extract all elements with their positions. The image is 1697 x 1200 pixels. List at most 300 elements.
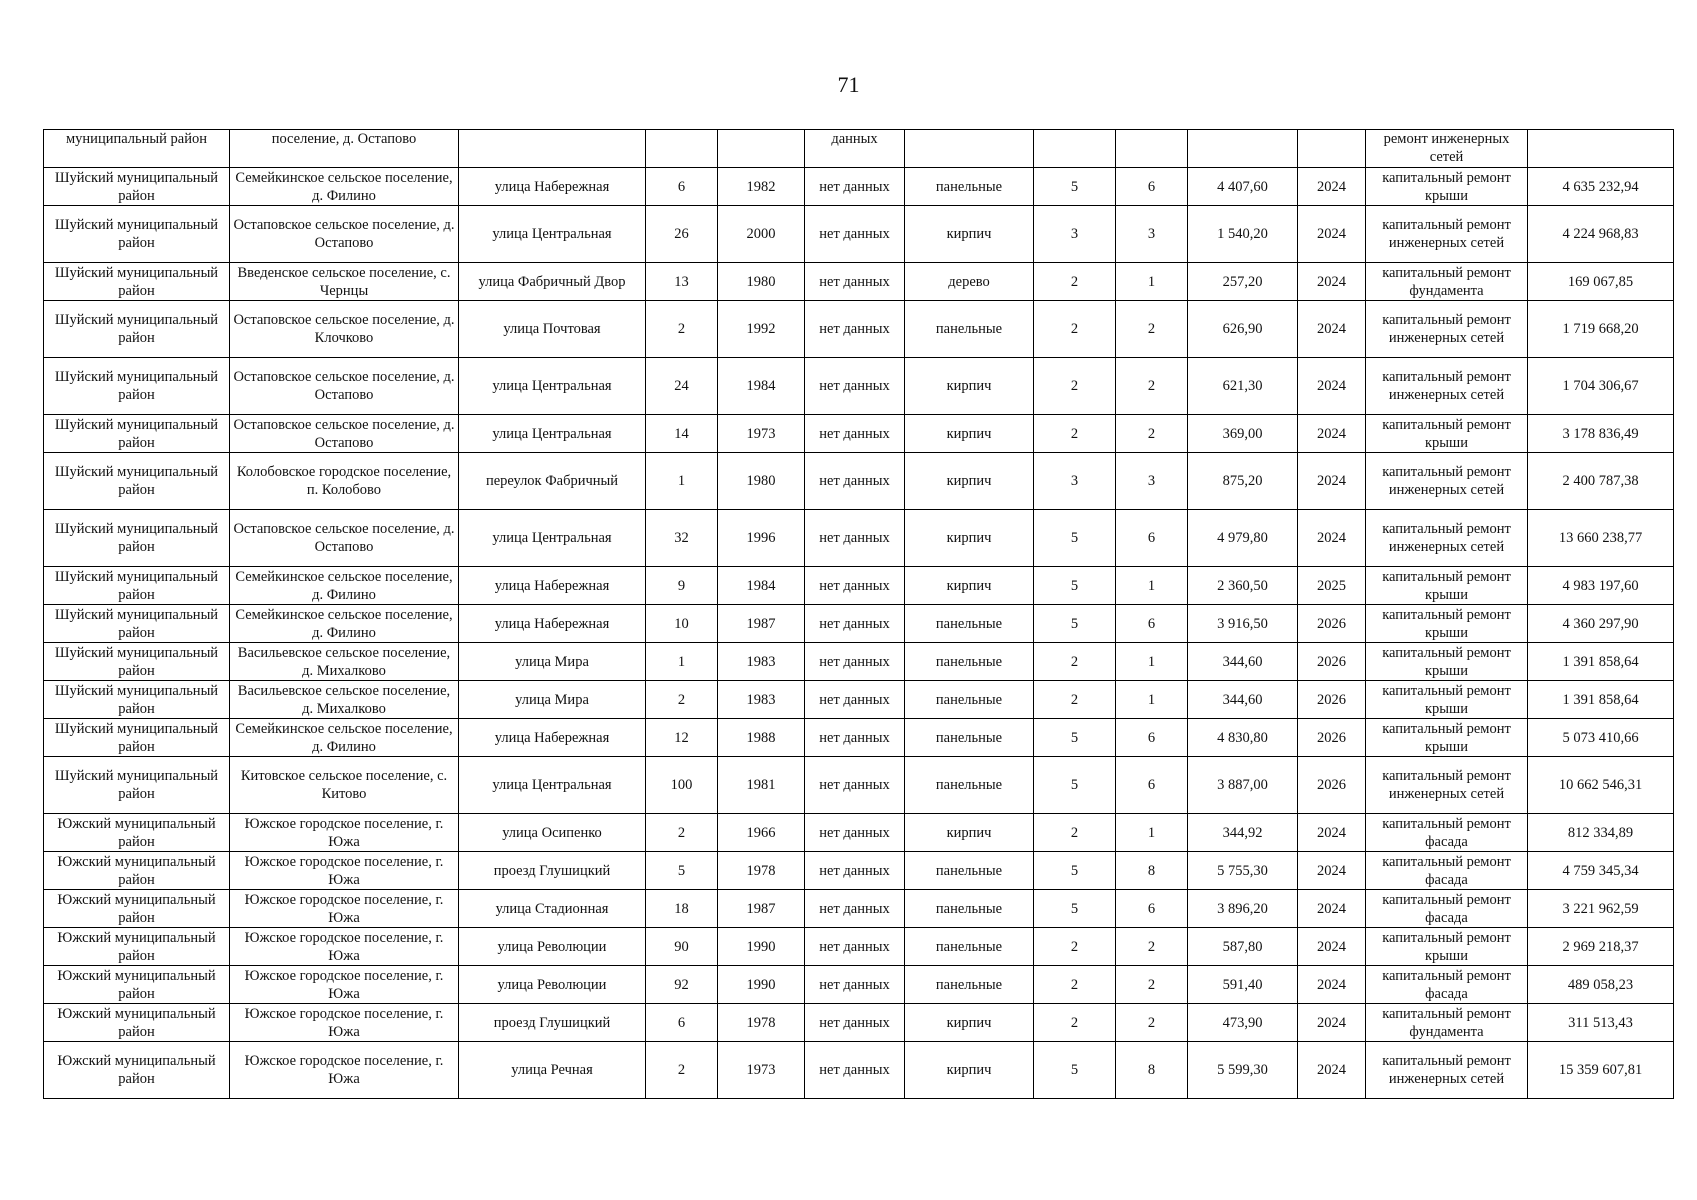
district-cell [44,1042,230,1099]
status-cell-text: нет данных [819,824,890,841]
table-row [44,1042,1674,1099]
area-cell [1188,890,1298,928]
cost-cell-text: 13 660 238,77 [1558,530,1643,546]
settlement-cell-text: Южское городское поселение, г. Южа [244,891,444,926]
build-year-cell [718,852,805,890]
street-cell-text: улица Центральная [492,777,612,793]
cost-cell [1528,852,1674,890]
page-number: 71 [837,72,860,97]
house-number-cell-text: 10 [674,615,689,632]
house-number-cell [646,130,718,168]
table-row [44,681,1674,719]
wall-material-cell-text: панельные [935,321,1003,337]
entrances-cell [1116,681,1188,719]
area-cell-text: 587,80 [1222,938,1263,955]
entrances-cell [1116,301,1188,358]
cost-cell-text: 3 221 962,59 [1562,900,1639,917]
cost-cell-text: 4 224 968,83 [1562,226,1639,242]
status-cell-text: нет данных [819,653,890,670]
floors-cell-text: 5 [1070,178,1079,195]
table-row [44,1004,1674,1042]
work-type-cell-text: капитальный ремонт фасада [1382,853,1511,888]
cost-cell-text: 1 719 668,20 [1562,321,1639,337]
floors-cell-text: 5 [1070,577,1079,594]
plan-year-cell [1298,757,1366,814]
table-row [44,966,1674,1004]
settlement-cell [230,928,459,966]
street-cell-text: улица Стадионная [495,900,609,917]
floors-cell-text: 5 [1070,729,1079,746]
settlement-cell [230,415,459,453]
house-number-cell [646,1042,718,1099]
settlement-cell [230,757,459,814]
house-number-cell-text: 90 [674,938,689,955]
plan-year-cell [1298,643,1366,681]
wall-material-cell [905,301,1034,358]
street-cell [459,301,646,358]
status-cell-text: нет данных [819,1062,890,1078]
work-type-cell-text: капитальный ремонт фундамента [1382,1005,1511,1040]
plan-year-cell [1298,263,1366,301]
build-year-cell-text: 1983 [746,691,776,708]
entrances-cell-text: 8 [1147,1062,1156,1078]
street-cell [459,415,646,453]
floors-cell-text: 2 [1070,273,1079,290]
district-cell-text: Шуйский муниципальный район [54,369,219,403]
district-cell [44,1004,230,1042]
settlement-cell [230,168,459,206]
house-number-cell [646,719,718,757]
house-number-cell [646,510,718,567]
work-type-cell [1366,966,1528,1004]
house-number-cell [646,567,718,605]
plan-year-cell-text: 2024 [1317,824,1346,841]
build-year-cell [718,719,805,757]
build-year-cell [718,206,805,263]
settlement-cell-text: Южское городское поселение, г. Южа [244,967,444,1002]
build-year-cell [718,1042,805,1099]
plan-year-cell [1298,814,1366,852]
area-cell-text: 621,30 [1222,378,1263,394]
entrances-cell-text: 1 [1147,824,1156,841]
cost-cell-text: 2 969 218,37 [1562,938,1639,955]
house-number-cell-text: 5 [677,862,686,879]
status-cell [805,1042,905,1099]
plan-year-cell [1298,681,1366,719]
cost-cell [1528,1042,1674,1099]
cost-cell-text: 1 391 858,64 [1562,653,1639,670]
work-type-cell [1366,263,1528,301]
work-type-cell [1366,814,1528,852]
status-cell-text: нет данных [819,178,890,195]
district-cell-text: Шуйский муниципальный район [54,644,219,679]
floors-cell-text: 2 [1070,824,1079,841]
build-year-cell [718,605,805,643]
district-cell [44,206,230,263]
plan-year-cell-text: 2024 [1317,178,1346,195]
work-type-cell [1366,1004,1528,1042]
entrances-cell [1116,928,1188,966]
street-cell [459,453,646,510]
settlement-cell [230,966,459,1004]
status-cell [805,510,905,567]
status-cell [805,719,905,757]
table-row [44,263,1674,301]
status-cell-text: нет данных [819,938,890,955]
settlement-cell-text: Остаповское сельское поселение, д. Остапово [233,217,455,251]
house-number-cell-text: 24 [674,378,689,394]
settlement-cell-text: Семейкинское сельское поселение, д. Филино [235,169,453,204]
build-year-cell [718,510,805,567]
district-cell [44,928,230,966]
build-year-cell [718,890,805,928]
status-cell-text: нет данных [819,226,890,242]
status-cell [805,643,905,681]
entrances-cell [1116,757,1188,814]
plan-year-cell [1298,415,1366,453]
settlement-cell-text: Южское городское поселение, г. Южа [244,853,444,888]
settlement-cell [230,130,459,168]
status-cell [805,890,905,928]
status-cell [805,966,905,1004]
wall-material-cell-text: панельные [935,938,1003,955]
build-year-cell [718,168,805,206]
house-number-cell-text: 6 [677,178,686,195]
house-number-cell-text: 6 [677,1014,686,1031]
wall-material-cell [905,263,1034,301]
house-number-cell [646,415,718,453]
district-cell-text: муниципальный район [66,131,207,147]
district-cell-text: Шуйский муниципальный район [54,416,219,451]
table-row [44,814,1674,852]
status-cell [805,681,905,719]
wall-material-cell-text: панельные [935,178,1003,195]
entrances-cell-text: 6 [1147,530,1156,546]
floors-cell-text: 2 [1070,653,1079,670]
area-cell-text: 3 916,50 [1217,615,1268,632]
cost-cell [1528,567,1674,605]
cost-cell [1528,453,1674,510]
house-number-cell [646,643,718,681]
entrances-cell [1116,814,1188,852]
plan-year-cell-text: 2024 [1317,862,1346,879]
floors-cell [1034,301,1116,358]
house-number-cell-text: 13 [674,273,689,290]
street-cell-text: улица Мира [515,691,589,708]
table-row [44,453,1674,510]
table-row [44,605,1674,643]
area-cell-text: 875,20 [1222,473,1263,489]
plan-year-cell [1298,206,1366,263]
status-cell [805,206,905,263]
work-type-cell-text: капитальный ремонт крыши [1382,606,1511,641]
work-type-cell-text: капитальный ремонт крыши [1382,169,1511,204]
wall-material-cell-text: кирпич [946,824,992,841]
plan-year-cell-text: 2024 [1317,1014,1346,1031]
work-type-cell [1366,643,1528,681]
cost-cell [1528,719,1674,757]
settlement-cell [230,643,459,681]
wall-material-cell-text: панельные [935,862,1003,879]
build-year-cell-text: 1987 [746,900,776,917]
floors-cell-text: 5 [1070,530,1079,546]
entrances-cell [1116,263,1188,301]
status-cell-text: нет данных [819,1014,890,1031]
house-number-cell-text: 12 [674,729,689,746]
house-number-cell [646,1004,718,1042]
floors-cell-text: 5 [1070,862,1079,879]
work-type-cell-text: капитальный ремонт инженерных сетей [1382,312,1511,346]
status-cell-text: нет данных [819,615,890,632]
floors-cell [1034,605,1116,643]
cost-cell [1528,168,1674,206]
street-cell-text: улица Центральная [492,378,612,394]
cost-cell [1528,510,1674,567]
floors-cell-text: 3 [1070,226,1079,242]
district-cell-text: Шуйский муниципальный район [54,606,219,641]
work-type-cell [1366,567,1528,605]
settlement-cell-text: Южское городское поселение, г. Южа [244,1005,444,1040]
table-row [44,206,1674,263]
floors-cell-text: 2 [1070,691,1079,708]
cost-cell [1528,1004,1674,1042]
district-cell [44,719,230,757]
plan-year-cell [1298,358,1366,415]
floors-cell [1034,358,1116,415]
district-cell-text: Южский муниципальный район [57,967,216,1002]
work-type-cell [1366,206,1528,263]
house-number-cell-text: 9 [677,577,686,594]
status-cell-text: нет данных [819,976,890,993]
entrances-cell [1116,890,1188,928]
street-cell [459,757,646,814]
floors-cell [1034,206,1116,263]
work-type-cell [1366,301,1528,358]
district-cell-text: Шуйский муниципальный район [54,217,219,251]
status-cell-text: нет данных [819,577,890,594]
wall-material-cell-text: кирпич [946,473,992,489]
work-type-cell-text: капитальный ремонт фасада [1382,815,1511,850]
area-cell-text: 344,60 [1222,691,1263,708]
area-cell-text: 591,40 [1222,976,1263,993]
wall-material-cell [905,510,1034,567]
status-cell-text: нет данных [819,900,890,917]
entrances-cell-text: 2 [1147,976,1156,993]
house-number-cell [646,814,718,852]
street-cell-text: улица Набережная [494,729,610,746]
area-cell [1188,263,1298,301]
wall-material-cell [905,719,1034,757]
area-cell [1188,814,1298,852]
area-cell-text: 257,20 [1222,273,1263,290]
district-cell-text: Южский муниципальный район [57,815,216,850]
build-year-cell-text: 2000 [746,226,776,242]
entrances-cell [1116,453,1188,510]
build-year-cell [718,928,805,966]
house-number-cell [646,263,718,301]
area-cell [1188,453,1298,510]
status-cell [805,852,905,890]
floors-cell-text: 3 [1070,473,1079,489]
house-number-cell [646,453,718,510]
plan-year-cell [1298,567,1366,605]
entrances-cell [1116,130,1188,168]
work-type-cell-text: ремонт инженерных сетей [1383,131,1510,165]
settlement-cell-text: Васильевское сельское поселение, д. Михалково [237,682,451,717]
work-type-cell [1366,358,1528,415]
cost-cell-text: 311 513,43 [1568,1014,1633,1031]
floors-cell [1034,928,1116,966]
table-row [44,890,1674,928]
floors-cell [1034,852,1116,890]
table-row [44,928,1674,966]
settlement-cell [230,206,459,263]
entrances-cell [1116,206,1188,263]
build-year-cell [718,567,805,605]
entrances-cell [1116,567,1188,605]
district-cell-text: Южский муниципальный район [57,1005,216,1040]
area-cell [1188,681,1298,719]
district-cell [44,567,230,605]
area-cell [1188,757,1298,814]
floors-cell-text: 2 [1070,976,1079,993]
district-cell [44,263,230,301]
street-cell-text: улица Центральная [492,425,612,442]
settlement-cell [230,605,459,643]
cost-cell [1528,301,1674,358]
entrances-cell-text: 1 [1147,653,1156,670]
district-cell [44,605,230,643]
table-row [44,643,1674,681]
status-cell [805,415,905,453]
house-number-cell-text: 2 [677,824,686,841]
plan-year-cell-text: 2026 [1317,653,1346,670]
build-year-cell [718,130,805,168]
build-year-cell-text: 1992 [746,321,776,337]
entrances-cell-text: 6 [1147,729,1156,746]
plan-year-cell [1298,168,1366,206]
area-cell-text: 1 540,20 [1217,226,1268,242]
district-cell-text: Южский муниципальный район [57,853,216,888]
status-cell [805,168,905,206]
plan-year-cell-text: 2024 [1317,473,1346,489]
wall-material-cell [905,206,1034,263]
build-year-cell-text: 1981 [746,777,776,793]
cost-cell [1528,358,1674,415]
settlement-cell [230,890,459,928]
entrances-cell-text: 2 [1147,938,1156,955]
house-number-cell [646,168,718,206]
wall-material-cell-text: кирпич [946,378,992,394]
work-type-cell-text: капитальный ремонт крыши [1382,568,1511,603]
entrances-cell [1116,415,1188,453]
work-type-cell [1366,681,1528,719]
street-cell [459,168,646,206]
district-cell [44,814,230,852]
cost-cell [1528,263,1674,301]
street-cell-text: улица Осипенко [502,824,602,841]
settlement-cell [230,681,459,719]
status-cell [805,928,905,966]
settlement-cell-text: Южское городское поселение, г. Южа [244,929,444,964]
cost-cell-text: 4 360 297,90 [1562,615,1639,632]
area-cell [1188,1004,1298,1042]
floors-cell-text: 2 [1070,321,1079,337]
district-cell [44,130,230,168]
wall-material-cell [905,567,1034,605]
plan-year-cell-text: 2024 [1317,378,1346,394]
work-type-cell-text: капитальный ремонт крыши [1382,644,1511,679]
table-row [44,130,1674,168]
area-cell [1188,966,1298,1004]
plan-year-cell [1298,966,1366,1004]
settlement-cell-text: Южское городское поселение, г. Южа [244,815,444,850]
wall-material-cell-text: панельные [935,777,1003,793]
build-year-cell-text: 1990 [746,976,776,993]
wall-material-cell-text: панельные [935,615,1003,632]
settlement-cell [230,301,459,358]
status-cell [805,1004,905,1042]
entrances-cell-text: 3 [1147,473,1156,489]
floors-cell [1034,814,1116,852]
build-year-cell-text: 1980 [746,473,776,489]
settlement-cell [230,453,459,510]
plan-year-cell-text: 2024 [1317,1062,1346,1078]
house-number-cell-text: 14 [674,425,689,442]
table-row [44,168,1674,206]
area-cell [1188,130,1298,168]
settlement-cell-text: Васильевское сельское поселение, д. Михалково [237,644,451,679]
street-cell-text: улица Набережная [494,178,610,195]
floors-cell-text: 2 [1070,938,1079,955]
build-year-cell-text: 1982 [746,178,776,195]
entrances-cell [1116,605,1188,643]
plan-year-cell-text: 2024 [1317,530,1346,546]
settlement-cell-text: поселение, д. Остапово [271,131,417,147]
table-row [44,358,1674,415]
cost-cell-text: 812 334,89 [1567,824,1634,841]
district-cell-text: Шуйский муниципальный район [54,720,219,755]
cost-cell-text: 2 400 787,38 [1562,473,1639,489]
area-cell-text: 5 599,30 [1217,1062,1268,1078]
district-cell [44,510,230,567]
plan-year-cell [1298,890,1366,928]
plan-year-cell-text: 2024 [1317,938,1346,955]
cost-cell-text: 3 178 836,49 [1562,425,1639,442]
area-cell-text: 473,90 [1222,1014,1263,1031]
wall-material-cell-text: панельные [935,691,1003,708]
floors-cell [1034,643,1116,681]
street-cell [459,852,646,890]
street-cell [459,814,646,852]
cost-cell-text: 4 635 232,94 [1562,178,1639,195]
status-cell [805,130,905,168]
work-type-cell [1366,890,1528,928]
street-cell [459,263,646,301]
table-row [44,415,1674,453]
cost-cell-text: 1 391 858,64 [1562,691,1639,708]
district-cell [44,681,230,719]
work-type-cell [1366,719,1528,757]
build-year-cell [718,263,805,301]
street-cell [459,966,646,1004]
settlement-cell [230,567,459,605]
plan-year-cell-text: 2024 [1317,900,1346,917]
table-row [44,510,1674,567]
district-cell-text: Шуйский муниципальный район [54,521,219,555]
cost-cell [1528,814,1674,852]
floors-cell-text: 2 [1070,1014,1079,1031]
